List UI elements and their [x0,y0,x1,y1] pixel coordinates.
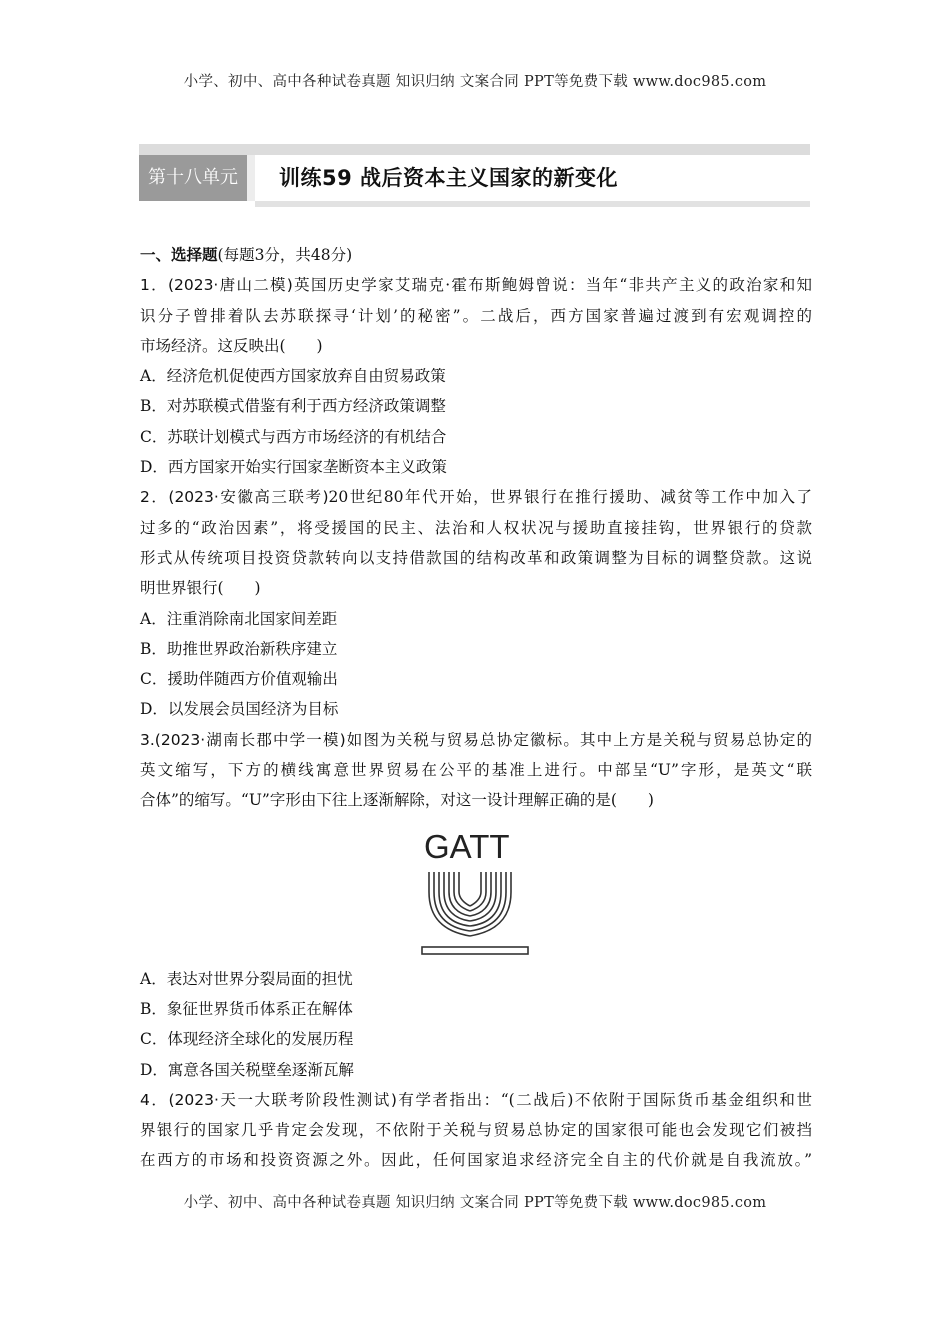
title-edge [247,155,255,201]
q1-option-a: A．经济危机促使西方国家放弃自由贸易政策 [140,367,446,386]
title-shadow [255,201,810,207]
lesson-title: 训练59 战后资本主义国家的新变化 [279,166,619,190]
unit-label: 第十八单元 [139,155,247,201]
q2-text-1: 20世纪80年代开始，世界银行在推行援助、减贫等工作中加入了 [328,488,812,507]
q1-option-b: B．对苏联模式借鉴有利于西方经济政策调整 [140,397,446,416]
q4-line-1 [140,1085,812,1115]
title-strip [139,144,810,155]
gatt-logo-text: GATT [424,827,510,865]
q3-option-c: C．体现经济全球化的发展历程 [140,1030,354,1049]
q3-option-d: D．寓意各国关税壁垒逐渐瓦解 [140,1060,354,1079]
q4-line-2: 界银行的国家几乎肯定会发现，不依附于关税与贸易总协定的国家很可能也会发现它们被挡 [140,1121,812,1140]
q4-source: 4．(2023·天一大联考阶段性测试) [140,1090,397,1109]
q3-option-a: A．表达对世界分裂局面的担忧 [140,969,353,988]
gatt-logo [420,820,532,960]
q2-option-c: C．援助伴随西方价值观输出 [140,670,338,689]
q1-line-2: 识分子曾排着队去苏联探寻‘计划’的秘密”。二战后，西方国家普遍过渡到有宏观调控的 [140,306,812,325]
q1-option-c: C．苏联计划模式与西方市场经济的有机结合 [140,427,447,446]
footer-banner: 小学、初中、高中各种试卷真题 知识归纳 文案合同 PPT等免费下载 www.doc985.com [183,1195,767,1211]
section-note: (每题3分，共48分) [217,246,353,264]
q3-source: 3.(2023·湖南长郡中学一模) [140,730,346,749]
q3-line-2: 英文缩写，下方的横线寓意世界贸易在公平的基准上进行。中部呈“U”字形，是英文“联 [140,761,812,780]
q4-text-1: 有学者指出：“(二战后)不依附于国际货币基金组织和世 [396,1090,812,1109]
gatt-logo-u-shape [429,872,511,936]
q2-line-4: 明世界银行( ) [140,579,261,598]
q3-option-b: B．象征世界货币体系正在解体 [140,999,353,1018]
q2-source: 2．(2023·安徽高三联考) [140,488,329,507]
gatt-logo-figure [140,816,812,964]
q2-line-2: 过多的“政治因素”，将受援国的民主、法治和人权状况与援助直接挂钩，世界银行的贷款 [140,518,812,537]
q3-text-1: 如图为关税与贸易总协定徽标。其中上方是关税与贸易总协定的 [345,730,812,749]
q2-option-a: A．注重消除南北国家间差距 [140,609,338,628]
section-title: 一、选择题 [140,246,218,264]
q1-text-1: 英国历史学家艾瑞克·霍布斯鲍姆曾说：当年“非共产主义的政治家和知 [292,276,812,295]
q2-line-3: 形式从传统项目投资贷款转向以支持借款国的结构改革和政策调整为目标的调整贷款。这说 [140,548,812,567]
q4-line-3: 在西方的市场和投资资源之外。因此，任何国家追求经济完全自主的代价就是自我流放。” [140,1151,812,1170]
q1-source: 1．(2023·唐山二模) [140,276,293,295]
q3-line-3: 合体”的缩写。“U”字形由下往上逐渐解除，对这一设计理解正确的是( ) [140,791,654,810]
section-heading [140,240,812,270]
q2-line-1 [140,482,812,512]
q1-option-d: D．西方国家开始实行国家垄断资本主义政策 [140,458,447,477]
document-body [140,240,812,1176]
q2-option-b: B．助推世界政治新秩序建立 [140,639,338,658]
title-bar [139,144,810,212]
q3-line-1 [140,725,812,755]
gatt-logo-baseline [422,947,528,954]
q1-line-3: 市场经济。这反映出( ) [140,336,323,355]
q2-option-d: D．以发展会员国经济为目标 [140,700,339,719]
q1-line-1 [140,270,812,300]
header-banner: 小学、初中、高中各种试卷真题 知识归纳 文案合同 PPT等免费下载 www.doc985.com [183,74,767,90]
